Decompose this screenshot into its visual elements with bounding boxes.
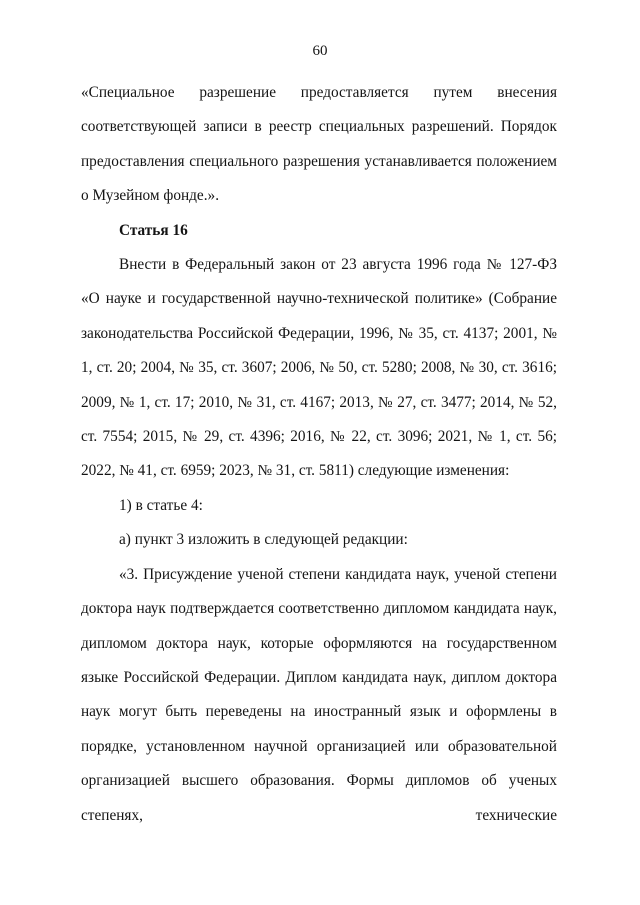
paragraph-amendment-intro: Внести в Федеральный закон от 23 августа 1996 года № 127-ФЗ «О науке и государственной научно-технической политике» (Собрание законодательства Российской Федерации, 1996, № 35, ст. 4137; 2001, № 1, ст. 20; 2004, № 35, ст. 3607; 2006, № 50, ст. 5280; 2008, № 30, ст. 3616; 2009, № 1, ст. 17; 2010, № 31, ст. 4167; 2013, № 27, ст. 3477; 2014, № 52, ст. 7554; 2015, № 29, ст. 4396; 2016, № 22, ст. 3096; 2021, № 1, ст. 56; 2022, № 41, ст. 6959; 2023, № 31, ст. 5811) следующие изменения: bbox=[81, 256, 557, 480]
document-body bbox=[81, 76, 557, 833]
paragraph-item-1: 1) в статье 4: bbox=[119, 496, 203, 514]
article-heading: Статья 16 bbox=[119, 221, 188, 239]
paragraph-point-3: «3. Присуждение ученой степени кандидата наук, ученой степени доктора наук подтверждается соответственно дипломом кандидата наук, дипломом доктора наук, которые оформляются на государственном языке Российской Федерации. Диплом кандидата наук, диплом доктора наук могут быть переведены на иностранный язык и оформлены в порядке, установленном научной организацией или образовательной организацией высшего образования. Формы дипломов об ученых степенях, технические bbox=[81, 565, 557, 824]
page-number: 60 bbox=[312, 43, 328, 59]
paragraph-item-a: а) пункт 3 изложить в следующей редакции: bbox=[119, 531, 408, 549]
paragraph-special-permit: «Специальное разрешение предоставляется путем внесения соответствующей записи в реестр специальных разрешений. Порядок предоставления специального разрешения устанавливается положением о Музейном фонде.». bbox=[81, 84, 557, 205]
